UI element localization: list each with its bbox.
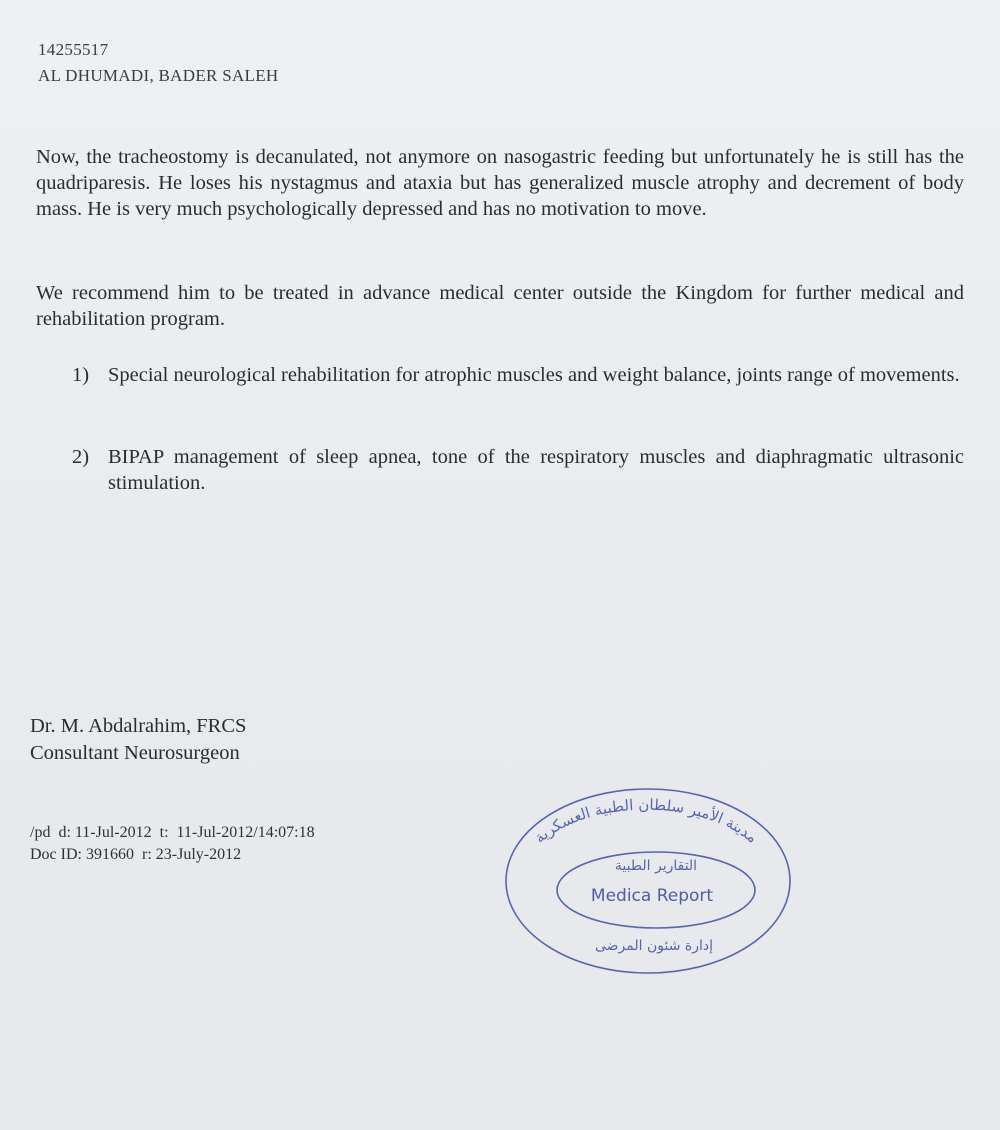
stamp-inner-english: Medica Report [590,886,714,906]
stamp-inner-arabic: التقارير الطبية [614,858,698,874]
recommendation-paragraph: We recommend him to be treated in advance medical center outside the Kingdom for further medical and rehabilitation program. [36,282,964,330]
clinical-status-paragraph: Now, the tracheostomy is decanulated, not anymore on nasogastric feeding but unfortunately he is still has the quadriparesis. He loses his nystagmus and ataxia but has generalized muscle atrophy and decrement of body mass. He is very much psychologically depressed and has no motivation to move. [36,146,964,220]
item-number: 1) [72,364,90,386]
stamp-bottom-text: إدارة شئون المرضى [594,938,714,954]
document-metadata [30,822,315,866]
doctor-name: Dr. M. Abdalrahim, FRCS [30,715,247,737]
patient-header [38,37,278,89]
item-text: BIPAP management of sleep apnea, tone of the respiratory muscles and diaphragmatic ultrasonic stimulation. [108,446,964,494]
doctor-title: Consultant Neurosurgeon [30,742,240,764]
medical-report-stamp [496,778,796,978]
dictation-info: /pd d: 11-Jul-2012 t: 11-Jul-2012/14:07:18 [30,824,315,841]
patient-id: 14255517 [38,40,109,59]
stamp-outer-text: مدينة الأمير سلطان الطبية العسكرية [530,795,762,847]
patient-name: AL DHUMADI, BADER SALEH [38,66,279,85]
signature-block [30,713,246,767]
stamp-graphic [496,778,796,978]
recommendation-item [72,444,964,496]
recommendation-item [72,362,964,388]
item-number: 2) [72,446,90,468]
doc-id-info: Doc ID: 391660 r: 23-July-2012 [30,846,242,863]
item-text: Special neurological rehabilitation for atrophic muscles and weight balance, joints range of movements. [108,364,960,386]
